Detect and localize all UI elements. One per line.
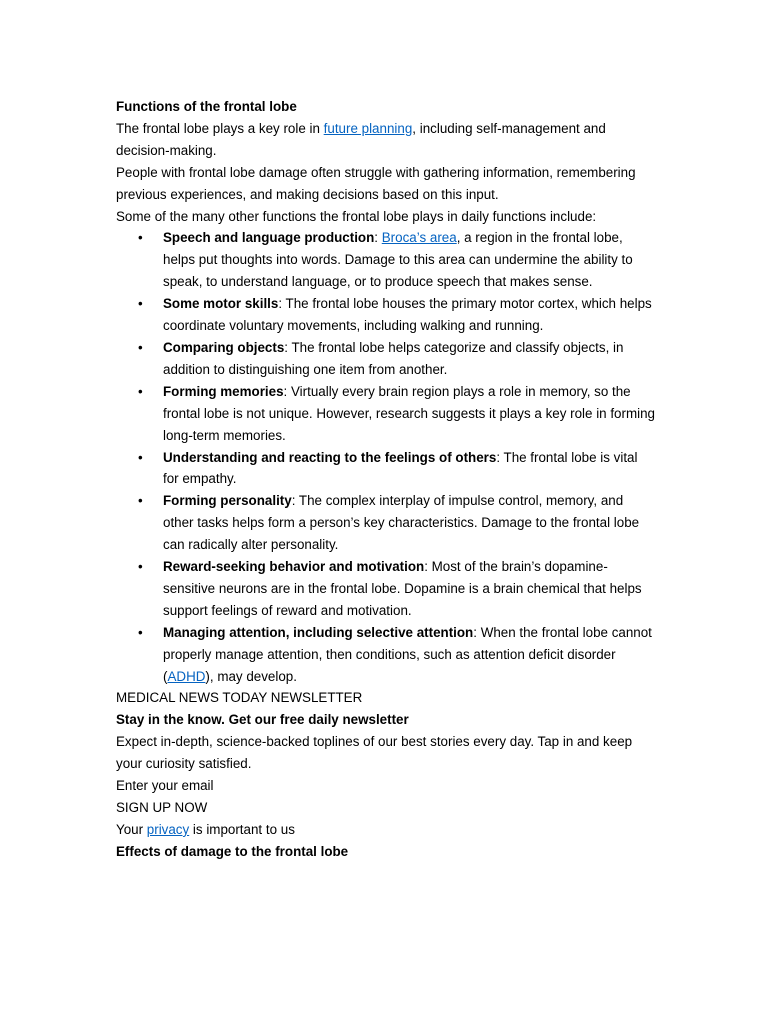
bullet-icon: • xyxy=(138,296,143,312)
list-item-motor-skills xyxy=(116,293,656,337)
email-input[interactable]: Enter your email xyxy=(116,778,214,794)
privacy-link[interactable]: privacy xyxy=(146,821,190,837)
section-heading-damage: Effects of damage to the frontal lobe xyxy=(116,843,349,859)
intro-paragraph xyxy=(116,118,656,162)
item-text: : The frontal lobe is vital for empathy. xyxy=(163,449,638,487)
item-text: : The frontal lobe helps categorize and classify objects, in addition to distinguishing one item from another. xyxy=(163,339,624,377)
bullet-icon: • xyxy=(138,624,143,640)
bullet-icon: • xyxy=(138,383,143,399)
item-term: Speech and language production xyxy=(163,230,375,246)
item-term: Forming personality xyxy=(163,493,292,509)
newsletter-label: MEDICAL NEWS TODAY NEWSLETTER xyxy=(116,690,363,706)
item-text-post: ), may develop. xyxy=(205,668,297,684)
list-item-reward-seeking xyxy=(116,556,656,622)
bullet-icon: • xyxy=(138,493,143,509)
list-item-speech xyxy=(116,227,656,293)
item-term: Comparing objects xyxy=(163,339,285,355)
item-term: Forming memories xyxy=(163,383,284,399)
privacy-note xyxy=(116,819,656,841)
list-item-attention xyxy=(116,622,656,688)
future-planning-link[interactable]: future planning xyxy=(323,120,413,136)
list-item-feelings xyxy=(116,447,656,491)
item-sep: : xyxy=(374,230,382,246)
damage-paragraph: People with frontal lobe damage often struggle with gathering information, remembering previous experiences, and making decisions based on this input. xyxy=(116,164,636,202)
document-content xyxy=(116,96,656,863)
privacy-text-post: is important to us xyxy=(189,821,295,837)
list-item-comparing-objects xyxy=(116,337,656,381)
functions-intro-paragraph: Some of the many other functions the frontal lobe plays in daily functions include: xyxy=(116,208,597,224)
item-term: Understanding and reacting to the feelings of others xyxy=(163,449,497,465)
intro-text-pre: The frontal lobe plays a key role in xyxy=(116,120,324,136)
item-text-pre: : When the frontal lobe cannot properly manage attention, then conditions, such as attention deficit disorder ( xyxy=(163,624,652,684)
item-text: : The complex interplay of impulse control, memory, and other tasks helps form a person’s key characteristics. Damage to the frontal lobe can radically alter personality. xyxy=(163,493,640,553)
item-term: Managing attention, including selective attention xyxy=(163,624,474,640)
item-text: : The frontal lobe houses the primary motor cortex, which helps coordinate voluntary movements, including walking and running. xyxy=(163,296,652,334)
item-text: : Most of the brain’s dopamine-sensitive neurons are in the frontal lobe. Dopamine is a brain chemical that helps support feelings of reward and motivation. xyxy=(163,559,642,618)
item-text: , a region in the frontal lobe, helps put thoughts into words. Damage to this area can undermine the ability to speak, to understand language, or to produce speech that makes sense. xyxy=(163,230,633,290)
signup-button[interactable]: SIGN UP NOW xyxy=(116,800,208,815)
item-text: : Virtually every brain region plays a role in memory, so the frontal lobe is not unique. However, research suggests it plays a key role in forming long-term memories. xyxy=(163,383,655,443)
item-term: Some motor skills xyxy=(163,296,279,312)
adhd-link[interactable]: ADHD xyxy=(167,668,206,684)
brocas-area-link[interactable]: Broca’s area xyxy=(381,230,457,246)
newsletter-description: Expect in-depth, science-backed toplines of our best stories every day. Tap in and keep your curiosity satisfied. xyxy=(116,734,633,772)
bullet-icon: • xyxy=(138,230,143,246)
intro-text-post: , including self-management and decision-making. xyxy=(116,120,606,158)
newsletter-headline: Stay in the know. Get our free daily newsletter xyxy=(116,712,409,728)
section-heading-functions: Functions of the frontal lobe xyxy=(116,99,297,114)
bullet-icon: • xyxy=(138,559,143,575)
bullet-icon: • xyxy=(138,449,143,465)
list-item-forming-memories xyxy=(116,381,656,447)
list-item-personality xyxy=(116,490,656,556)
privacy-text-pre: Your xyxy=(116,821,147,837)
functions-list xyxy=(116,227,656,687)
item-term: Reward-seeking behavior and motivation xyxy=(163,559,425,575)
bullet-icon: • xyxy=(138,339,143,355)
